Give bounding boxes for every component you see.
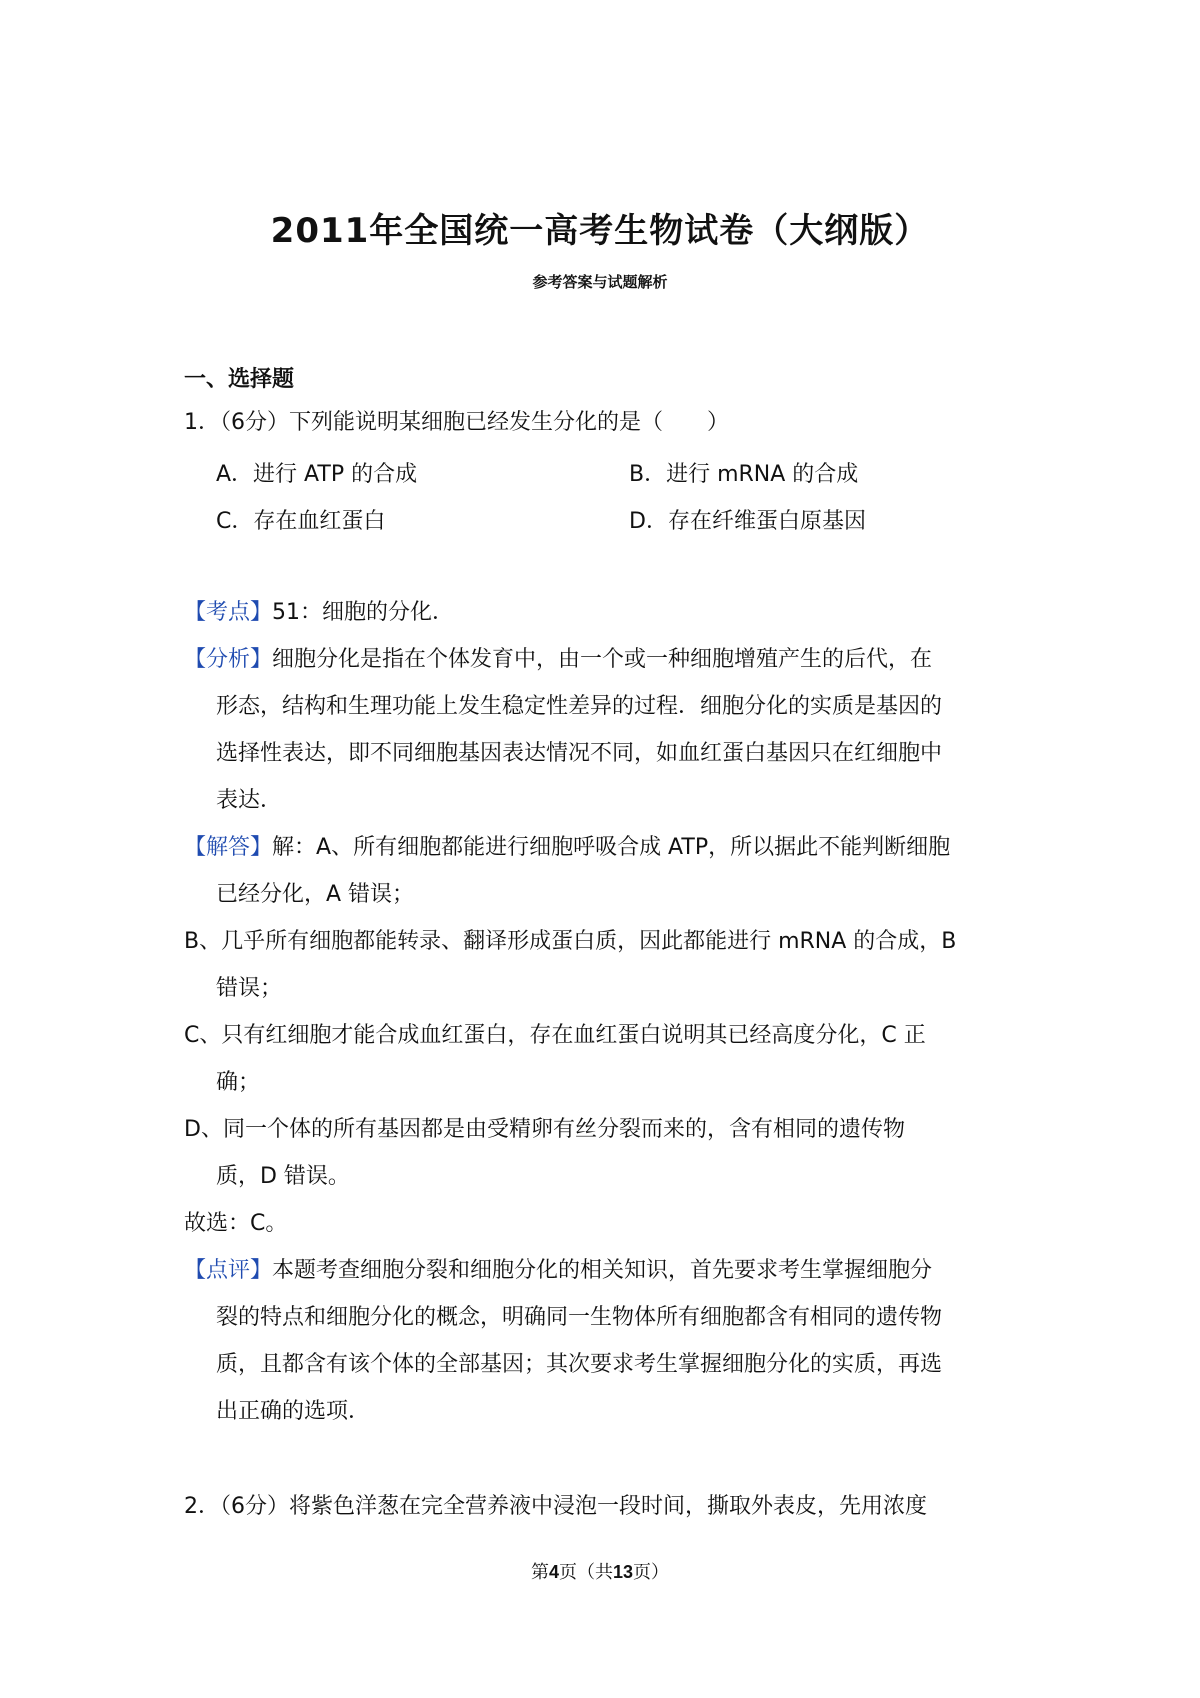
option-a: A．进行 ATP 的合成	[216, 462, 418, 487]
jieda-tag: 【解答】	[184, 835, 273, 860]
jieda-line-6: 确；	[216, 1070, 261, 1095]
page-footer	[0, 1558, 1200, 1584]
jieda-line-1: 解：A、所有细胞都能进行细胞呼吸合成 ATP，所以据此不能判断细胞	[272, 835, 951, 860]
question-2-stem: 2．（6分）将紫色洋葱在完全营养液中浸泡一段时间，撕取外表皮，先用浓度	[184, 1494, 927, 1519]
section-heading: 一、选择题	[184, 367, 295, 392]
footer-prefix: 第	[530, 1562, 549, 1583]
jieda-line-2: 已经分化，A 错误；	[216, 882, 415, 907]
fenxi-line-4: 表达．	[216, 788, 283, 813]
dianping-tag: 【点评】	[184, 1258, 273, 1283]
jieda-line-4: 错误；	[216, 976, 283, 1001]
jieda-row	[184, 833, 950, 863]
dianping-row	[184, 1256, 932, 1286]
footer-middle: 页（共	[558, 1562, 613, 1583]
fenxi-tag: 【分析】	[184, 647, 273, 672]
fenxi-line-2: 形态，结构和生理功能上发生稳定性差异的过程．细胞分化的实质是基因的	[216, 694, 943, 719]
jieda-line-3: B、几乎所有细胞都能转录、翻译形成蛋白质，因此都能进行 mRNA 的合成，B	[184, 929, 957, 954]
question-1-stem: 1．（6分）下列能说明某细胞已经发生分化的是（ ）	[184, 410, 729, 435]
footer-suffix: 页）	[633, 1562, 670, 1583]
dianping-line-1: 本题考查细胞分裂和细胞分化的相关知识，首先要求考生掌握细胞分	[272, 1258, 933, 1283]
jieda-line-7: D、同一个体的所有基因都是由受精卵有丝分裂而来的，含有相同的遗传物	[184, 1117, 905, 1142]
fenxi-row	[184, 645, 932, 675]
fenxi-line-3: 选择性表达，即不同细胞基因表达情况不同，如血红蛋白基因只在红细胞中	[216, 741, 943, 766]
fenxi-line-1: 细胞分化是指在个体发育中，由一个或一种细胞增殖产生的后代，在	[272, 647, 933, 672]
kaodian-row	[184, 598, 454, 628]
dianping-line-3: 质，且都含有该个体的全部基因；其次要求考生掌握细胞分化的实质，再选	[216, 1352, 943, 1377]
answer-choice: 故选：C。	[184, 1211, 288, 1236]
footer-total-pages: 13	[612, 1562, 634, 1582]
option-d: D．存在纤维蛋白原基因	[629, 509, 866, 534]
dianping-line-2: 裂的特点和细胞分化的概念，明确同一生物体所有细胞都含有相同的遗传物	[216, 1305, 943, 1330]
jieda-line-5: C、只有红细胞才能合成血红蛋白，存在血红蛋白说明其已经高度分化，C 正	[184, 1023, 926, 1048]
option-b: B．进行 mRNA 的合成	[629, 462, 859, 487]
option-c: C．存在血红蛋白	[216, 509, 386, 534]
kaodian-text: 51：细胞的分化．	[272, 600, 455, 625]
dianping-line-4: 出正确的选项．	[216, 1399, 371, 1424]
kaodian-tag: 【考点】	[184, 600, 273, 625]
footer-page-number: 4	[548, 1562, 559, 1582]
page-subtitle: 参考答案与试题解析	[532, 273, 668, 291]
page-title: 2011年全国统一高考生物试卷（大纲版）	[270, 211, 930, 251]
jieda-line-8: 质，D 错误。	[216, 1164, 350, 1189]
